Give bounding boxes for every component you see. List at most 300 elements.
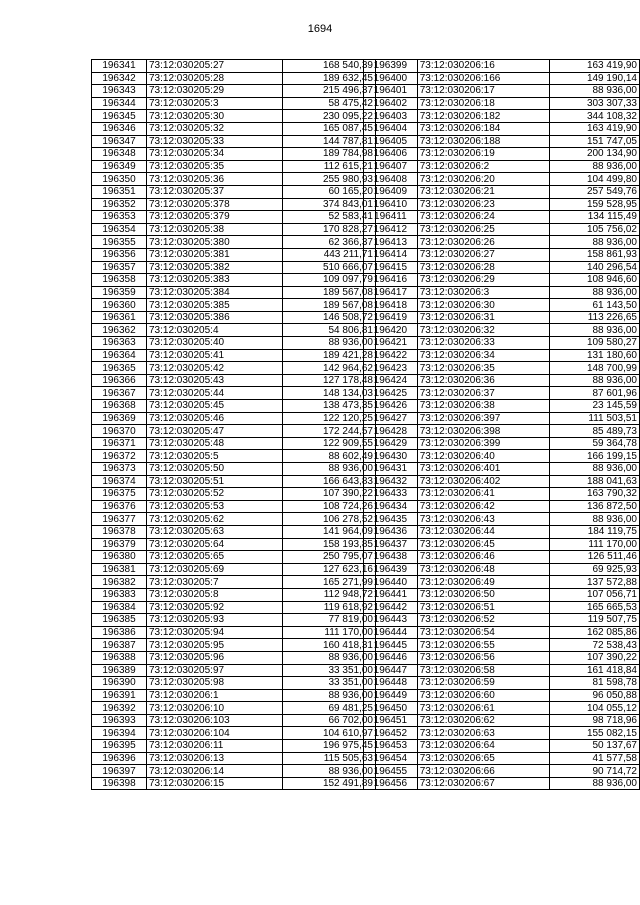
- record-number-cell: 196435: [364, 513, 418, 526]
- record-number-cell: 196352: [92, 198, 147, 211]
- cadastral-value-cell: 146 508,72: [283, 311, 376, 324]
- cadastral-value-cell: 189 421,28: [283, 349, 376, 362]
- record-number-cell: 196347: [92, 135, 147, 148]
- cadastral-value-cell: 107 390,22: [283, 488, 376, 501]
- cadastral-value-cell: 165 665,53: [549, 601, 639, 614]
- cadastral-value-cell: 62 366,37: [283, 236, 376, 249]
- cadastral-number-cell: 73:12:030206:2: [417, 160, 549, 173]
- cadastral-number-cell: 73:12:030205:43: [147, 374, 283, 387]
- table-row: [364, 765, 640, 778]
- table-row: [92, 588, 376, 601]
- table-row: [364, 437, 640, 450]
- cadastral-number-cell: 73:12:030206:11: [147, 740, 283, 753]
- table-row: [364, 60, 640, 73]
- record-number-cell: 196390: [92, 677, 147, 690]
- cadastral-value-cell: 142 964,62: [283, 362, 376, 375]
- record-number-cell: 196379: [92, 538, 147, 551]
- table-row: [364, 677, 640, 690]
- cadastral-value-cell: 33 351,00: [283, 664, 376, 677]
- cadastral-number-cell: 73:12:030206:38: [417, 400, 549, 413]
- cadastral-value-cell: 230 095,22: [283, 110, 376, 123]
- cadastral-value-cell: 127 623,16: [283, 563, 376, 576]
- cadastral-value-cell: 58 475,42: [283, 97, 376, 110]
- record-number-cell: 196455: [364, 765, 418, 778]
- table-row: [364, 173, 640, 186]
- record-number-cell: 196427: [364, 412, 418, 425]
- record-number-cell: 196405: [364, 135, 418, 148]
- record-number-cell: 196368: [92, 400, 147, 413]
- cadastral-value-cell: 170 828,27: [283, 223, 376, 236]
- cadastral-number-cell: 73:12:030206:62: [417, 714, 549, 727]
- cadastral-value-cell: 165 271,99: [283, 576, 376, 589]
- table-row: [364, 740, 640, 753]
- table-row: [92, 450, 376, 463]
- table-row: [364, 148, 640, 161]
- record-number-cell: 196382: [92, 576, 147, 589]
- table-row: [364, 349, 640, 362]
- cadastral-value-cell: 88 936,00: [283, 651, 376, 664]
- table-row: [92, 551, 376, 564]
- cadastral-value-cell: 85 489,73: [549, 425, 639, 438]
- record-number-cell: 196430: [364, 450, 418, 463]
- cadastral-number-cell: 73:12:030206:104: [147, 727, 283, 740]
- cadastral-number-cell: 73:12:030205:63: [147, 525, 283, 538]
- record-number-cell: 196428: [364, 425, 418, 438]
- table-row: [92, 349, 376, 362]
- record-number-cell: 196360: [92, 299, 147, 312]
- table-row: [364, 337, 640, 350]
- record-number-cell: 196367: [92, 387, 147, 400]
- record-number-cell: 196383: [92, 588, 147, 601]
- record-number-cell: 196434: [364, 500, 418, 513]
- cadastral-number-cell: 73:12:030206:52: [417, 614, 549, 627]
- record-number-cell: 196363: [92, 337, 147, 350]
- cadastral-value-cell: 98 718,96: [549, 714, 639, 727]
- table-row: [92, 714, 376, 727]
- cadastral-value-cell: 90 714,72: [549, 765, 639, 778]
- record-number-cell: 196426: [364, 400, 418, 413]
- record-number-cell: 196446: [364, 651, 418, 664]
- record-number-cell: 196343: [92, 85, 147, 98]
- table-row: [92, 299, 376, 312]
- record-number-cell: 196423: [364, 362, 418, 375]
- cadastral-value-cell: 33 351,00: [283, 677, 376, 690]
- table-row: [364, 425, 640, 438]
- table-row: [92, 488, 376, 501]
- table-row: [364, 185, 640, 198]
- record-number-cell: 196437: [364, 538, 418, 551]
- cadastral-value-cell: 255 980,93: [283, 173, 376, 186]
- record-number-cell: 196447: [364, 664, 418, 677]
- record-number-cell: 196394: [92, 727, 147, 740]
- cadastral-number-cell: 73:12:030206:399: [417, 437, 549, 450]
- table-row: [92, 173, 376, 186]
- table-row: [364, 223, 640, 236]
- record-number-cell: 196385: [92, 614, 147, 627]
- table-row: [92, 362, 376, 375]
- record-number-cell: 196378: [92, 525, 147, 538]
- table-row: [92, 601, 376, 614]
- cadastral-number-cell: 73:12:030206:17: [417, 85, 549, 98]
- cadastral-value-cell: 189 632,45: [283, 72, 376, 85]
- cadastral-number-cell: 73:12:030205:36: [147, 173, 283, 186]
- cadastral-value-cell: 165 087,45: [283, 122, 376, 135]
- table-row: [364, 463, 640, 476]
- cadastral-value-cell: 155 082,15: [549, 727, 639, 740]
- record-number-cell: 196438: [364, 551, 418, 564]
- table-row: [92, 777, 376, 790]
- cadastral-value-cell: 166 199,15: [549, 450, 639, 463]
- cadastral-value-cell: 108 724,26: [283, 500, 376, 513]
- table-row: [92, 97, 376, 110]
- cadastral-value-cell: 111 503,51: [549, 412, 639, 425]
- cadastral-value-cell: 189 784,98: [283, 148, 376, 161]
- cadastral-value-cell: 168 540,39: [283, 60, 376, 73]
- cadastral-value-cell: 72 538,43: [549, 639, 639, 652]
- cadastral-value-cell: 88 936,00: [549, 777, 639, 790]
- cadastral-value-cell: 81 598,78: [549, 677, 639, 690]
- table-row: [364, 513, 640, 526]
- cadastral-value-cell: 109 580,27: [549, 337, 639, 350]
- cadastral-value-cell: 69 925,93: [549, 563, 639, 576]
- cadastral-value-cell: 158 193,85: [283, 538, 376, 551]
- cadastral-value-cell: 127 178,48: [283, 374, 376, 387]
- table-row: [364, 727, 640, 740]
- cadastral-number-cell: 73:12:030205:96: [147, 651, 283, 664]
- table-row: [92, 500, 376, 513]
- record-number-cell: 196450: [364, 702, 418, 715]
- table-row: [92, 274, 376, 287]
- cadastral-value-cell: 113 226,65: [549, 311, 639, 324]
- table-row: [92, 122, 376, 135]
- cadastral-number-cell: 73:12:030205:42: [147, 362, 283, 375]
- table-row: [364, 664, 640, 677]
- record-number-cell: 196380: [92, 551, 147, 564]
- table-row: [92, 664, 376, 677]
- record-number-cell: 196412: [364, 223, 418, 236]
- table-row: [364, 286, 640, 299]
- record-number-cell: 196456: [364, 777, 418, 790]
- cadastral-value-cell: 96 050,88: [549, 689, 639, 702]
- record-number-cell: 196424: [364, 374, 418, 387]
- cadastral-number-cell: 73:12:030206:397: [417, 412, 549, 425]
- cadastral-number-cell: 73:12:030205:7: [147, 576, 283, 589]
- record-number-cell: 196356: [92, 248, 147, 261]
- record-number-cell: 196366: [92, 374, 147, 387]
- record-number-cell: 196377: [92, 513, 147, 526]
- table-row: [92, 689, 376, 702]
- record-number-cell: 196451: [364, 714, 418, 727]
- table-row: [92, 261, 376, 274]
- table-row: [92, 576, 376, 589]
- record-number-cell: 196393: [92, 714, 147, 727]
- table-row: [364, 714, 640, 727]
- cadastral-value-cell: 88 602,49: [283, 450, 376, 463]
- cadastral-number-cell: 73:12:030206:23: [417, 198, 549, 211]
- record-number-cell: 196440: [364, 576, 418, 589]
- cadastral-number-cell: 73:12:030206:45: [417, 538, 549, 551]
- record-number-cell: 196355: [92, 236, 147, 249]
- table-row: [364, 500, 640, 513]
- cadastral-number-cell: 73:12:030206:63: [417, 727, 549, 740]
- cadastral-number-cell: 73:12:030206:58: [417, 664, 549, 677]
- cadastral-value-cell: 88 936,00: [549, 236, 639, 249]
- cadastral-number-cell: 73:12:030205:69: [147, 563, 283, 576]
- table-row: [364, 261, 640, 274]
- cadastral-number-cell: 73:12:030205:385: [147, 299, 283, 312]
- cadastral-number-cell: 73:12:030205:37: [147, 185, 283, 198]
- record-number-cell: 196391: [92, 689, 147, 702]
- table-row: [364, 412, 640, 425]
- table-row: [92, 752, 376, 765]
- cadastral-value-cell: 140 296,54: [549, 261, 639, 274]
- table-row: [364, 450, 640, 463]
- record-number-cell: 196351: [92, 185, 147, 198]
- cadastral-number-cell: 73:12:030206:44: [417, 525, 549, 538]
- cadastral-number-cell: 73:12:030206:51: [417, 601, 549, 614]
- table-row: [92, 160, 376, 173]
- record-number-cell: 196404: [364, 122, 418, 135]
- cadastral-number-cell: 73:12:030205:98: [147, 677, 283, 690]
- record-number-cell: 196353: [92, 211, 147, 224]
- cadastral-number-cell: 73:12:030206:15: [147, 777, 283, 790]
- record-number-cell: 196442: [364, 601, 418, 614]
- cadastral-number-cell: 73:12:030205:53: [147, 500, 283, 513]
- record-number-cell: 196344: [92, 97, 147, 110]
- cadastral-number-cell: 73:12:030206:33: [417, 337, 549, 350]
- cadastral-value-cell: 159 528,95: [549, 198, 639, 211]
- record-number-cell: 196386: [92, 626, 147, 639]
- cadastral-value-cell: 88 936,00: [549, 286, 639, 299]
- table-row: [364, 236, 640, 249]
- cadastral-number-cell: 73:12:030206:49: [417, 576, 549, 589]
- record-number-cell: 196396: [92, 752, 147, 765]
- cadastral-number-cell: 73:12:030206:43: [417, 513, 549, 526]
- cadastral-value-cell: 111 170,00: [549, 538, 639, 551]
- record-number-cell: 196350: [92, 173, 147, 186]
- table-row: [364, 97, 640, 110]
- record-number-cell: 196417: [364, 286, 418, 299]
- cadastral-number-cell: 73:12:030206:37: [417, 387, 549, 400]
- cadastral-value-cell: 88 936,00: [283, 337, 376, 350]
- cadastral-number-cell: 73:12:030206:184: [417, 122, 549, 135]
- table-row: [364, 639, 640, 652]
- table-row: [92, 85, 376, 98]
- cadastral-value-cell: 119 618,92: [283, 601, 376, 614]
- table-row: [92, 639, 376, 652]
- cadastral-value-cell: 149 190,14: [549, 72, 639, 85]
- table-row: [92, 198, 376, 211]
- table-row: [92, 400, 376, 413]
- table-row: [364, 538, 640, 551]
- table-row: [92, 412, 376, 425]
- cadastral-value-cell: 69 481,25: [283, 702, 376, 715]
- table-row: [92, 135, 376, 148]
- cadastral-number-cell: 73:12:030206:26: [417, 236, 549, 249]
- cadastral-number-cell: 73:12:030205:8: [147, 588, 283, 601]
- record-number-cell: 196429: [364, 437, 418, 450]
- cadastral-number-cell: 73:12:030206:34: [417, 349, 549, 362]
- table-row: [92, 463, 376, 476]
- cadastral-number-cell: 73:12:030205:27: [147, 60, 283, 73]
- record-number-cell: 196444: [364, 626, 418, 639]
- cadastral-number-cell: 73:12:030205:383: [147, 274, 283, 287]
- cadastral-value-cell: 257 549,76: [549, 185, 639, 198]
- record-number-cell: 196384: [92, 601, 147, 614]
- table-row: [364, 362, 640, 375]
- cadastral-number-cell: 73:12:030206:402: [417, 475, 549, 488]
- cadastral-number-cell: 73:12:030206:29: [417, 274, 549, 287]
- cadastral-number-cell: 73:12:030205:95: [147, 639, 283, 652]
- record-number-cell: 196453: [364, 740, 418, 753]
- cadastral-value-cell: 161 418,84: [549, 664, 639, 677]
- cadastral-number-cell: 73:12:030205:94: [147, 626, 283, 639]
- record-number-cell: 196422: [364, 349, 418, 362]
- record-number-cell: 196389: [92, 664, 147, 677]
- cadastral-number-cell: 73:12:030205:50: [147, 463, 283, 476]
- cadastral-value-cell: 134 115,49: [549, 211, 639, 224]
- cadastral-value-cell: 105 756,02: [549, 223, 639, 236]
- table-row: [92, 248, 376, 261]
- cadastral-value-cell: 196 975,45: [283, 740, 376, 753]
- table-row: [92, 614, 376, 627]
- cadastral-number-cell: 73:12:030205:34: [147, 148, 283, 161]
- record-number-cell: 196403: [364, 110, 418, 123]
- record-number-cell: 196375: [92, 488, 147, 501]
- record-number-cell: 196414: [364, 248, 418, 261]
- cadastral-value-cell: 166 643,83: [283, 475, 376, 488]
- cadastral-value-cell: 158 861,93: [549, 248, 639, 261]
- record-number-cell: 196365: [92, 362, 147, 375]
- record-number-cell: 196364: [92, 349, 147, 362]
- cadastral-number-cell: 73:12:030206:40: [417, 450, 549, 463]
- cadastral-table-left: [91, 59, 376, 790]
- cadastral-value-cell: 189 567,08: [283, 286, 376, 299]
- cadastral-value-cell: 510 666,07: [283, 261, 376, 274]
- table-row: [364, 311, 640, 324]
- cadastral-value-cell: 215 496,37: [283, 85, 376, 98]
- cadastral-value-cell: 88 936,00: [549, 463, 639, 476]
- record-number-cell: 196387: [92, 639, 147, 652]
- table-row: [364, 702, 640, 715]
- table-row: [364, 198, 640, 211]
- cadastral-value-cell: 88 936,00: [549, 513, 639, 526]
- cadastral-value-cell: 112 948,72: [283, 588, 376, 601]
- page-number: 1694: [307, 23, 333, 35]
- record-number-cell: 196349: [92, 160, 147, 173]
- cadastral-number-cell: 73:12:030206:24: [417, 211, 549, 224]
- cadastral-value-cell: 160 418,31: [283, 639, 376, 652]
- table-row: [92, 765, 376, 778]
- table-row: [364, 400, 640, 413]
- cadastral-number-cell: 73:12:030206:401: [417, 463, 549, 476]
- table-row: [92, 60, 376, 73]
- cadastral-value-cell: 189 567,08: [283, 299, 376, 312]
- cadastral-value-cell: 122 120,25: [283, 412, 376, 425]
- table-row: [364, 525, 640, 538]
- record-number-cell: 196395: [92, 740, 147, 753]
- record-number-cell: 196374: [92, 475, 147, 488]
- cadastral-value-cell: 163 419,90: [549, 122, 639, 135]
- cadastral-value-cell: 111 170,00: [283, 626, 376, 639]
- cadastral-number-cell: 73:12:030205:40: [147, 337, 283, 350]
- cadastral-value-cell: 344 108,32: [549, 110, 639, 123]
- cadastral-number-cell: 73:12:030206:25: [417, 223, 549, 236]
- record-number-cell: 196359: [92, 286, 147, 299]
- cadastral-number-cell: 73:12:030206:60: [417, 689, 549, 702]
- cadastral-value-cell: 151 747,05: [549, 135, 639, 148]
- table-row: [92, 677, 376, 690]
- cadastral-number-cell: 73:12:030205:62: [147, 513, 283, 526]
- record-number-cell: 196371: [92, 437, 147, 450]
- table-row: [364, 135, 640, 148]
- cadastral-number-cell: 73:12:030205:52: [147, 488, 283, 501]
- cadastral-value-cell: 87 601,96: [549, 387, 639, 400]
- record-number-cell: 196448: [364, 677, 418, 690]
- table-row: [364, 248, 640, 261]
- record-number-cell: 196392: [92, 702, 147, 715]
- cadastral-value-cell: 106 278,52: [283, 513, 376, 526]
- table-row: [364, 160, 640, 173]
- record-number-cell: 196373: [92, 463, 147, 476]
- cadastral-value-cell: 104 499,80: [549, 173, 639, 186]
- cadastral-number-cell: 73:12:030206:31: [417, 311, 549, 324]
- cadastral-number-cell: 73:12:030205:30: [147, 110, 283, 123]
- record-number-cell: 196407: [364, 160, 418, 173]
- table-row: [92, 437, 376, 450]
- record-number-cell: 196361: [92, 311, 147, 324]
- cadastral-value-cell: 112 615,21: [283, 160, 376, 173]
- record-number-cell: 196342: [92, 72, 147, 85]
- cadastral-number-cell: 73:12:030206:10: [147, 702, 283, 715]
- record-number-cell: 196402: [364, 97, 418, 110]
- cadastral-number-cell: 73:12:030205:379: [147, 211, 283, 224]
- cadastral-value-cell: 23 145,59: [549, 400, 639, 413]
- cadastral-value-cell: 60 165,20: [283, 185, 376, 198]
- table-row: [92, 525, 376, 538]
- table-row: [364, 122, 640, 135]
- table-row: [92, 72, 376, 85]
- table-row: [364, 689, 640, 702]
- cadastral-value-cell: 88 936,00: [283, 765, 376, 778]
- table-row: [92, 185, 376, 198]
- cadastral-number-cell: 73:12:030206:188: [417, 135, 549, 148]
- cadastral-value-cell: 200 134,90: [549, 148, 639, 161]
- table-row: [92, 626, 376, 639]
- table-row: [364, 324, 640, 337]
- table-row: [364, 85, 640, 98]
- record-number-cell: 196420: [364, 324, 418, 337]
- table-row: [364, 475, 640, 488]
- cadastral-number-cell: 73:12:030205:46: [147, 412, 283, 425]
- table-row: [364, 588, 640, 601]
- record-number-cell: 196436: [364, 525, 418, 538]
- record-number-cell: 196413: [364, 236, 418, 249]
- record-number-cell: 196419: [364, 311, 418, 324]
- record-number-cell: 196376: [92, 500, 147, 513]
- table-row: [92, 374, 376, 387]
- cadastral-value-cell: 250 795,07: [283, 551, 376, 564]
- table-row: [92, 727, 376, 740]
- cadastral-number-cell: 73:12:030206:67: [417, 777, 549, 790]
- record-number-cell: 196397: [92, 765, 147, 778]
- cadastral-number-cell: 73:12:030205:93: [147, 614, 283, 627]
- cadastral-number-cell: 73:12:030206:55: [417, 639, 549, 652]
- cadastral-number-cell: 73:12:030206:56: [417, 651, 549, 664]
- cadastral-number-cell: 73:12:030205:64: [147, 538, 283, 551]
- record-number-cell: 196341: [92, 60, 147, 73]
- cadastral-number-cell: 73:12:030206:103: [147, 714, 283, 727]
